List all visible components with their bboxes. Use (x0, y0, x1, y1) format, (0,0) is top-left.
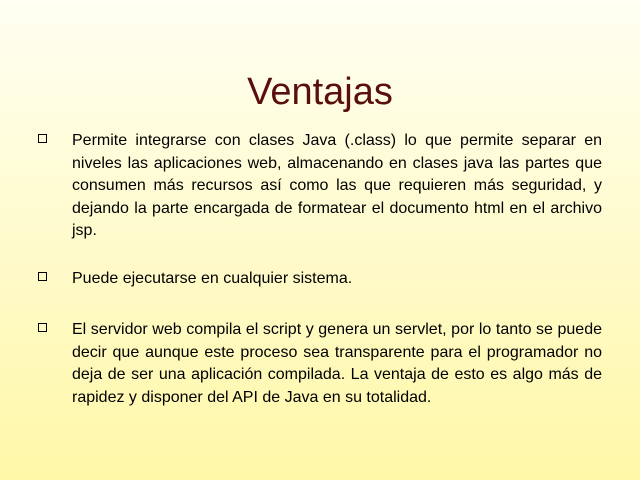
hollow-square-bullet-icon (38, 134, 47, 143)
bullet-text: El servidor web compila el script y genera un servlet, por lo tanto se puede decir que aunque este proceso sea transparente para el programador no deja de ser una aplicación compilada. La ventaja de esto es algo más de rapidez y disponer del API de Java en su totalidad. (72, 321, 602, 406)
hollow-square-bullet-icon (38, 323, 47, 332)
slide-title: Ventajas (247, 71, 393, 113)
bullet-text: Puede ejecutarse en cualquier sistema. (72, 270, 353, 287)
bullet-text: Permite integrarse con clases Java (.class) lo que permite separar en niveles las aplicaciones web, almacenando en clases java las partes que consumen más recursos así como las que requieren más seguridad, y dejando la parte encargada de formatear el documento html en el archivo jsp. (72, 132, 602, 240)
hollow-square-bullet-icon (38, 272, 47, 281)
